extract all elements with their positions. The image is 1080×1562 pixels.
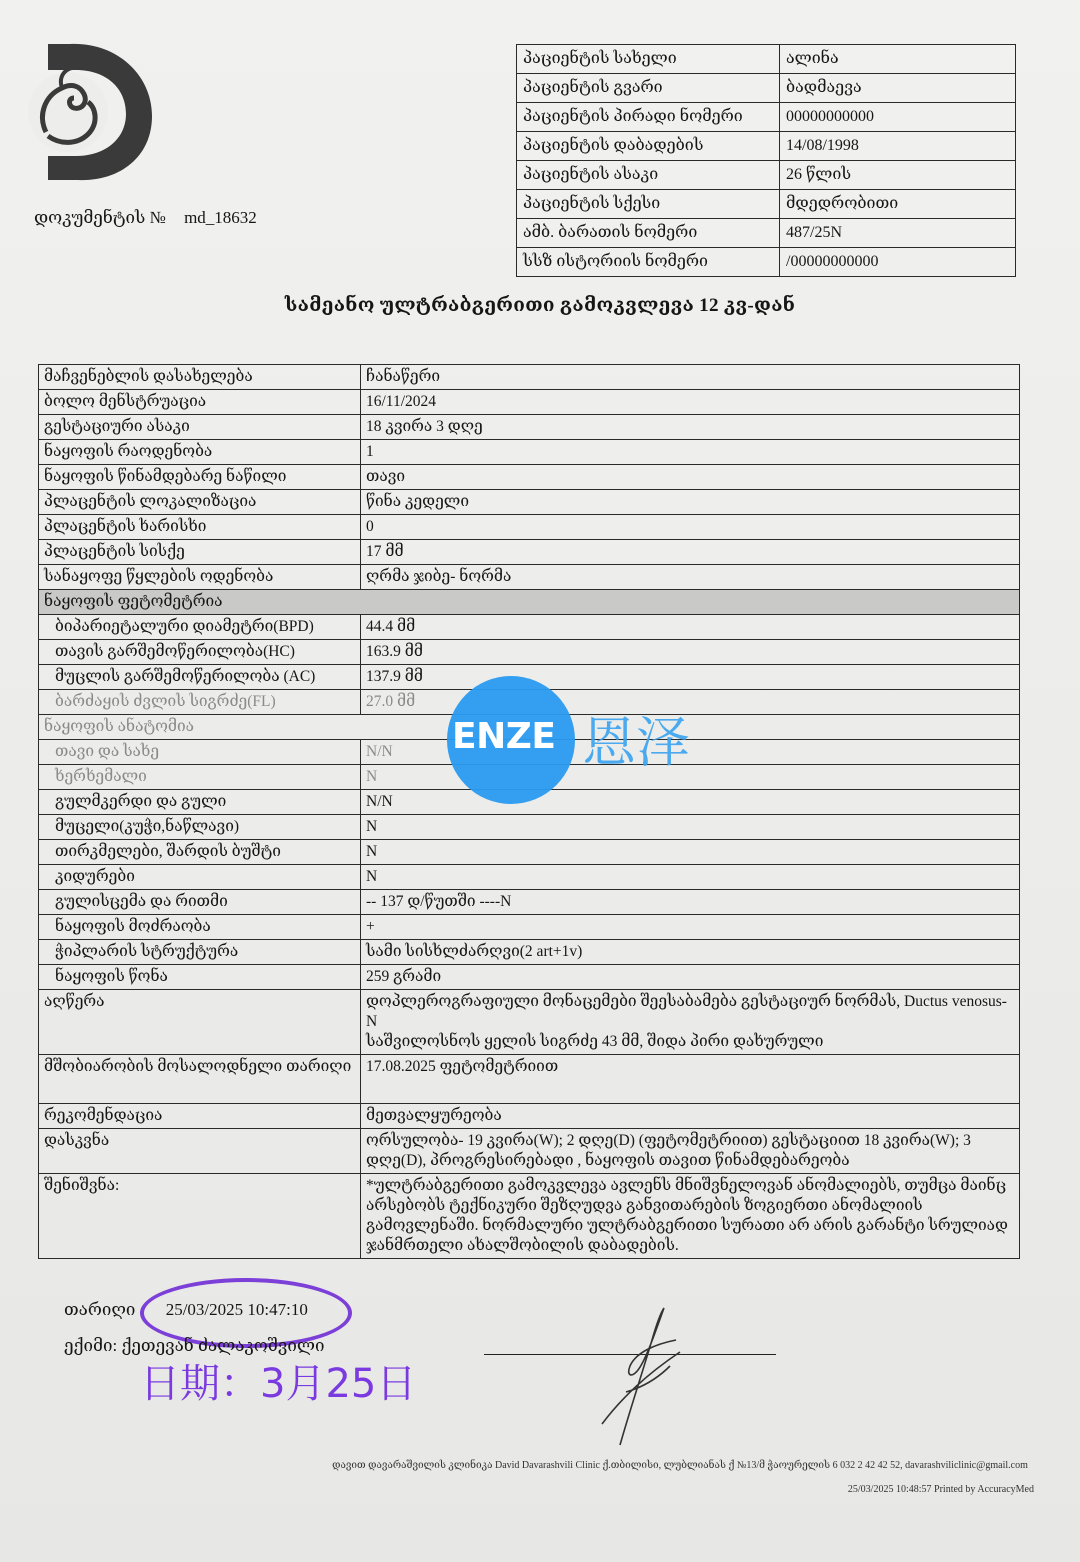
- table-row: [39, 1174, 1020, 1259]
- row-value: 163.9 მმ: [361, 640, 1020, 665]
- table-row: [39, 365, 1020, 390]
- table-row: [39, 540, 1020, 565]
- row-value: 44.4 მმ: [361, 615, 1020, 640]
- row-value: +: [361, 915, 1020, 940]
- row-label: ნაყოფის წონა: [39, 965, 361, 990]
- table-row: [517, 74, 1016, 103]
- clinic-logo: [18, 36, 158, 186]
- page-title: სამეანო ულტრაბგერითი გამოკვლევა 12 კვ-დან: [284, 295, 796, 316]
- recommendation-value: მეთვალყურეობა: [361, 1104, 1020, 1129]
- row-value: N: [361, 840, 1020, 865]
- doctor-name: ქეთევან ძალაკოშვილი: [121, 1336, 325, 1355]
- row-value: ჩანაწერი: [361, 365, 1020, 390]
- table-row: [39, 415, 1020, 440]
- table-row: [39, 390, 1020, 415]
- table-row: [517, 248, 1016, 277]
- table-row: [517, 103, 1016, 132]
- footer-clinic-info: დავით დავარაშვილის კლინიკა David Davarashvili Clinic ქ.თბილისი, ლუბლიანას ქ №13/მ ჭაოურელის 6 032 2 42 42 52, davarashviliclinic@gmail.com: [332, 1460, 1028, 1471]
- table-row: [517, 219, 1016, 248]
- row-value: 17 მმ: [361, 540, 1020, 565]
- doctor-label: ექიმი:: [64, 1336, 118, 1355]
- row-label: ბარძაყის ძვლის სიგრძე(FL): [39, 690, 361, 715]
- table-row: [39, 990, 1020, 1055]
- row-label: მუცლის გარშემოწერილობა (AC): [39, 665, 361, 690]
- date-value: 25/03/2025 10:47:10: [165, 1300, 308, 1319]
- row-label: ნაყოფის რაოდენობა: [39, 440, 361, 465]
- patient-surname-label: პაციენტის გვარი: [517, 74, 780, 103]
- table-row: [39, 1129, 1020, 1174]
- description-line: საშვილოსნოს ყელის სიგრძე 43 მმ, შიდა პირი დახურული: [366, 1033, 824, 1050]
- row-value: 0: [361, 515, 1020, 540]
- document-number: [34, 208, 257, 228]
- description-value: [361, 990, 1020, 1055]
- table-row: [39, 840, 1020, 865]
- row-value: 259 გრამი: [361, 965, 1020, 990]
- section-title: ნაყოფის ანატომია: [39, 715, 1020, 740]
- patient-age-value: 26 წლის: [780, 161, 1016, 190]
- section-title: ნაყოფის ფეტომეტრია: [39, 590, 1020, 615]
- row-label: ხერხემალი: [39, 765, 361, 790]
- note-label: შენიშვნა:: [39, 1174, 361, 1259]
- patient-id-label: პაციენტის პირადი ნომერი: [517, 103, 780, 132]
- history-number-label: სსზ ისტორიის ნომერი: [517, 248, 780, 277]
- document-number-value: md_18632: [184, 208, 257, 227]
- watermark-text: ENZE: [452, 716, 556, 757]
- row-value: N/N: [361, 790, 1020, 815]
- row-value: N: [361, 765, 1020, 790]
- row-value: -- 137 დ/წუთში ----N: [361, 890, 1020, 915]
- row-label: ნაყოფის მოძრაობა: [39, 915, 361, 940]
- note-value: *ულტრაბგერითი გამოკვლევა ავლენს მნიშვნელოვან ანომალიებს, თუმცა მაინც არსებობს ტექნიკური შეზღუდვა განვითარების ზოგიერთი ანომალიის გამოვლენაში. ნორმალური ულტრაბგერითი სურათი არ არის გარანტი სრულიად ჯანმრთელი ახალშობილის დაბადების.: [361, 1174, 1020, 1259]
- footer-printed-info: 25/03/2025 10:48:57 Printed by AccuracyMed: [847, 1484, 1034, 1495]
- row-label: კიდურები: [39, 865, 361, 890]
- history-number-value: /00000000000: [780, 248, 1016, 277]
- table-row: [39, 940, 1020, 965]
- section-header-fetometry: [39, 590, 1020, 615]
- row-value: N: [361, 815, 1020, 840]
- table-row: [517, 161, 1016, 190]
- patient-id-value: 00000000000: [780, 103, 1016, 132]
- watermark-chinese: 恩泽: [582, 711, 690, 774]
- row-value: 18 კვირა 3 დღე: [361, 415, 1020, 440]
- card-number-value: 487/25N: [780, 219, 1016, 248]
- card-number-label: ამბ. ბარათის ნომერი: [517, 219, 780, 248]
- row-value: N: [361, 865, 1020, 890]
- table-row: [39, 1104, 1020, 1129]
- description-line: დოპლეროგრაფიული მონაცემები შეესაბამება გესტაციურ ნორმას, Ductus venosus-N: [366, 993, 1007, 1030]
- row-value: 1: [361, 440, 1020, 465]
- table-row: [39, 1055, 1020, 1104]
- row-value: 27.0 მმ: [361, 690, 1020, 715]
- row-value: 16/11/2024: [361, 390, 1020, 415]
- patient-dob-label: პაციენტის დაბადების: [517, 132, 780, 161]
- table-row: [517, 190, 1016, 219]
- patient-dob-value: 14/08/1998: [780, 132, 1016, 161]
- row-label: თავის გარშემოწერილობა(HC): [39, 640, 361, 665]
- row-value: 137.9 მმ: [361, 665, 1020, 690]
- due-date-label: მშობიარობის მოსალოდნელი თარიღი: [39, 1055, 361, 1104]
- row-value: N/N: [361, 740, 1020, 765]
- table-row: [39, 915, 1020, 940]
- table-row: [39, 465, 1020, 490]
- patient-name-value: ალინა: [780, 45, 1016, 74]
- recommendation-label: რეკომენდაცია: [39, 1104, 361, 1129]
- row-label: ჭიპლარის სტრუქტურა: [39, 940, 361, 965]
- row-label: მუცელი(კუჭი,ნაწლავი): [39, 815, 361, 840]
- patient-sex-label: პაციენტის სქესი: [517, 190, 780, 219]
- row-label: გულისცემა და რითმი: [39, 890, 361, 915]
- table-row: [39, 890, 1020, 915]
- date-label: თარიღი: [64, 1300, 136, 1319]
- row-label: გესტაციური ასაკი: [39, 415, 361, 440]
- row-value: სამი სისხლძარღვი(2 art+1v): [361, 940, 1020, 965]
- row-label: თირკმელები, შარდის ბუშტი: [39, 840, 361, 865]
- row-label: პლაცენტის ხარისხი: [39, 515, 361, 540]
- row-label: ბიპარიეტალური დიამეტრი(BPD): [39, 615, 361, 640]
- table-row: [39, 640, 1020, 665]
- conclusion-value: ორსულობა- 19 კვირა(W); 2 დღე(D) (ფეტომეტრიით) გესტაციით 18 კვირა(W); 3 დღე(D), პროგრესირებადი , ნაყოფის თავით წინამდებარეობა: [361, 1129, 1020, 1174]
- row-label: ნაყოფის წინამდებარე ნაწილი: [39, 465, 361, 490]
- row-label: პლაცენტის სისქე: [39, 540, 361, 565]
- table-row: [39, 865, 1020, 890]
- patient-name-label: პაციენტის სახელი: [517, 45, 780, 74]
- annotation-date-note: 日期：3月25日: [140, 1361, 417, 1407]
- table-row: [39, 515, 1020, 540]
- row-label: მაჩვენებლის დასახელება: [39, 365, 361, 390]
- table-row: [39, 815, 1020, 840]
- row-label: ბოლო მენსტრუაცია: [39, 390, 361, 415]
- conclusion-label: დასკვნა: [39, 1129, 361, 1174]
- row-label: გულმკერდი და გული: [39, 790, 361, 815]
- exam-table: [38, 364, 1020, 1259]
- description-label: აღწერა: [39, 990, 361, 1055]
- row-value: თავი: [361, 465, 1020, 490]
- table-row: [39, 565, 1020, 590]
- table-row: [39, 490, 1020, 515]
- patient-sex-value: მდედრობითი: [780, 190, 1016, 219]
- table-row: [39, 965, 1020, 990]
- patient-age-label: პაციენტის ასაკი: [517, 161, 780, 190]
- row-label: სანაყოფე წყლების ოდენობა: [39, 565, 361, 590]
- row-value: წინა კედელი: [361, 490, 1020, 515]
- table-row: [517, 45, 1016, 74]
- row-value: ღრმა ჯიბე- ნორმა: [361, 565, 1020, 590]
- document-number-label: დოკუმენტის №: [34, 208, 166, 227]
- patient-info-table: [516, 44, 1016, 277]
- due-date-value: 17.08.2025 ფეტომეტრიით: [361, 1055, 1020, 1104]
- signature: [560, 1300, 730, 1450]
- row-label: პლაცენტის ლოკალიზაცია: [39, 490, 361, 515]
- table-row: [39, 615, 1020, 640]
- row-label: თავი და სახე: [39, 740, 361, 765]
- patient-surname-value: ბადმაევა: [780, 74, 1016, 103]
- table-row: [39, 440, 1020, 465]
- table-row: [517, 132, 1016, 161]
